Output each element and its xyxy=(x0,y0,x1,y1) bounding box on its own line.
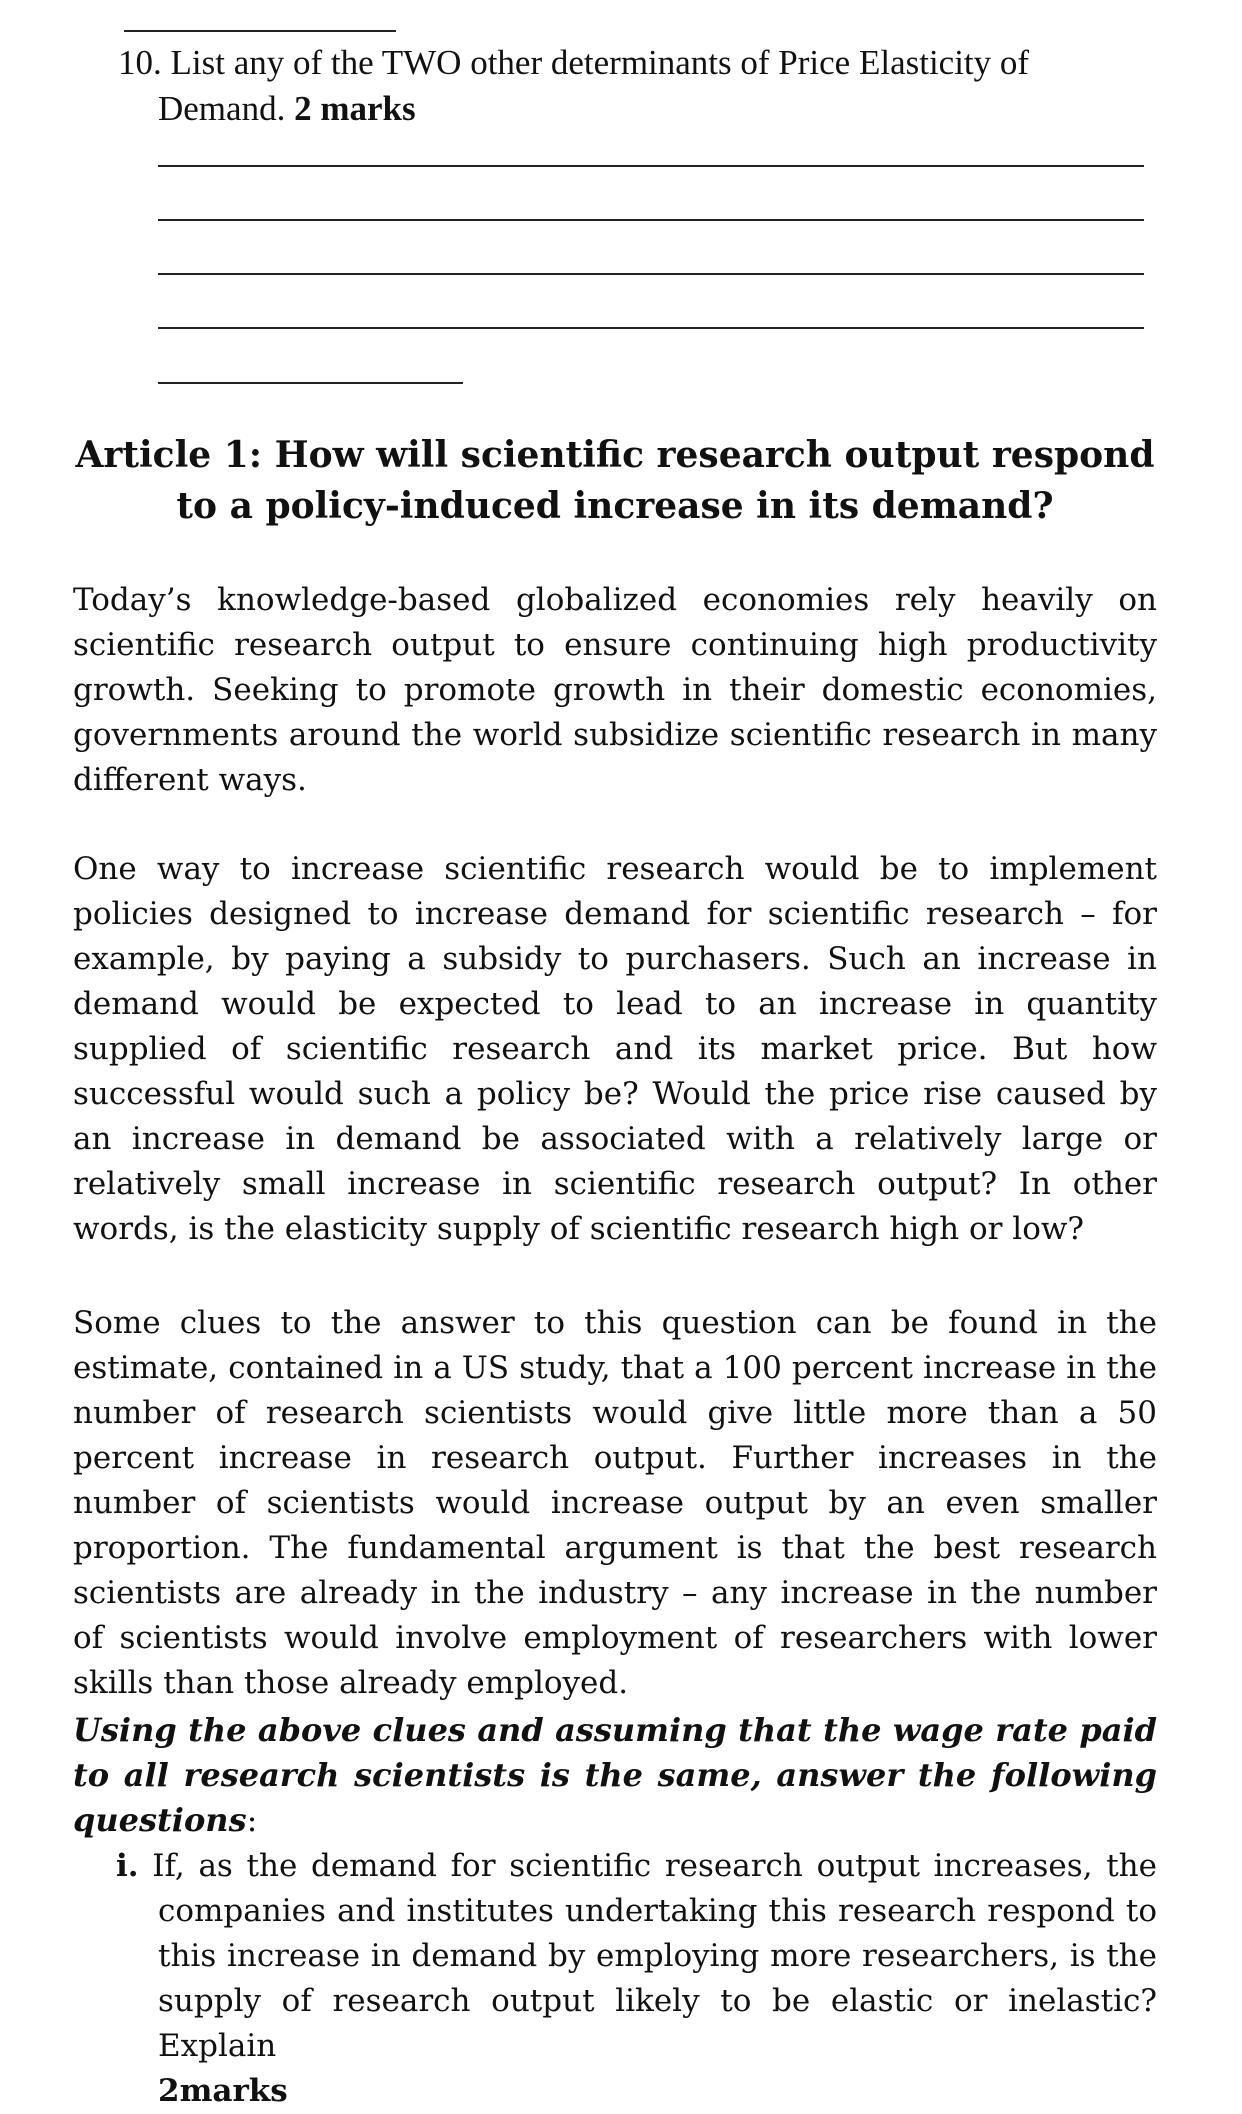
sub-question-marks: 2marks xyxy=(158,2073,288,2109)
sub-question-number: i. xyxy=(116,1848,139,1884)
sub-question-text: If, as the demand for scientific research output increases, the companies and institutes undertaking this research respond to this increase in demand by employing more researchers, is the supply of research output likely to be elastic or inelastic? Explain xyxy=(152,1848,1157,2064)
top-rule xyxy=(124,30,396,32)
article-title: Article 1: How will scientific research output respond to a policy-induced increase in its demand? xyxy=(75,434,1155,527)
question-text: List any of the TWO other determinants of Price Elasticity of xyxy=(170,43,1030,82)
question-marks: 2 marks xyxy=(294,89,416,128)
article-paragraph-2: One way to increase scientific research would be to implement policies designed to increase demand for scientific research – for example, by paying a subsidy to purchasers. Such an increase in demand would be expected to lead to an increase in quantity supplied of scientific research and its market price. But how successful would such a policy be? Would the price rise caused by an increase in demand be associated with a relatively large or relatively small increase in scientific research output? In other words, is the elasticity supply of scientific research high or low? xyxy=(73,851,1157,1247)
question-text-continued: Demand. xyxy=(158,89,286,128)
answer-line[interactable] xyxy=(158,382,463,384)
article-paragraph-3: Some clues to the answer to this question can be found in the estimate, contained in a US study, that a 100 percent increase in the number of research scientists would give little more than a 50 percent increase in research output. Further increases in the number of scientists would increase output by an even smaller proportion. The fundamental argument is that the best research scientists are already in the industry – any increase in the number of scientists would involve employment of researchers with lower skills than those already employed. xyxy=(73,1305,1157,1701)
instruction-colon: : xyxy=(246,1801,258,1839)
question-number: 10. xyxy=(118,43,162,82)
article-paragraph-1: Today’s knowledge-based globalized economies rely heavily on scientific research output to ensure continuing high productivity growth. Seeking to promote growth in their domestic economies, governments around the world subsidize scientific research in many different ways. xyxy=(73,582,1157,798)
answer-line[interactable] xyxy=(158,273,1144,275)
instruction xyxy=(73,1708,1157,1843)
instruction-text: Using the above clues and assuming that the wage rate paid to all research scientists is the same, answer the following questions xyxy=(73,1711,1157,1839)
answer-line[interactable] xyxy=(158,219,1144,221)
answer-line[interactable] xyxy=(158,165,1144,167)
question-10 xyxy=(118,40,1138,132)
answer-line[interactable] xyxy=(158,327,1144,329)
sub-question-i xyxy=(116,1844,1157,2114)
